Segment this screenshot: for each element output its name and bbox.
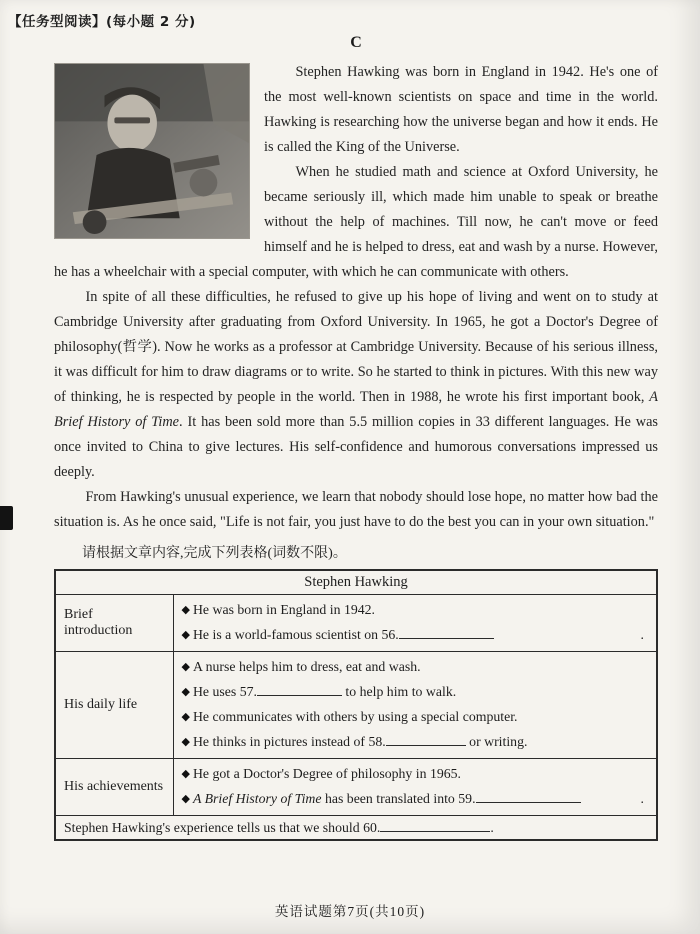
diamond-bullet-icon: ◆ (181, 768, 190, 780)
paragraph-3-text: In spite of all these difficulties, he refused to give up his hope of living and went on to study at Cambridge University after graduating from Oxford University. In 1965, he got a Doctor's Degree of philosophy(哲学). Now he works as a professor at Cambridge University. Because of his serious illness, it was difficult for him to draw diagrams or to write. So he started to think in pictures. With this new way of thinking, he is respected by people in the world. Then in 1988, he wrote his first important book, (54, 289, 658, 405)
item-text-end: or writing. (465, 734, 528, 749)
answer-blank-58 (386, 733, 466, 746)
row-label: His achievements (55, 759, 173, 816)
footer-text: Stephen Hawking's experience tells us that we should (64, 820, 364, 835)
item-text: He communicates with others by using a special computer. (192, 709, 518, 724)
row-label: His daily life (55, 652, 173, 759)
diamond-bullet-icon: ◆ (181, 793, 190, 805)
item-text: He thinks in pictures instead of (192, 734, 369, 749)
hawking-photo-illustration (55, 64, 249, 238)
table-item (182, 705, 649, 730)
diamond-bullet-icon: ◆ (181, 661, 190, 673)
item-text-end: . (640, 791, 644, 806)
row-label: Brief introduction (55, 595, 173, 652)
item-text: He uses (192, 684, 240, 699)
task-table (54, 569, 658, 841)
footer-text-end: . (490, 820, 494, 835)
blank-number-57: 57. (239, 684, 257, 699)
row-content (173, 759, 657, 816)
blank-number-60: 60. (363, 820, 381, 835)
blank-number-56: 56. (381, 627, 399, 642)
passage-label: C (350, 34, 362, 51)
table-footer-cell (55, 816, 657, 841)
blank-number-59: 59. (458, 791, 476, 806)
table-title-row (55, 570, 657, 595)
paragraph-2: When he studied math and science at Oxford University, he became seriously ill, which made him unable to speak or breathe without the help of machines. Till now, he can't move or feed himself and he is helped to dress, eat and wash by a nurse. However, he has a wheelchair with a special computer, with which he can communicate with others. (54, 164, 658, 280)
book-title-italic: A Brief History of Time (192, 791, 322, 806)
item-text-end: . (640, 627, 644, 642)
answer-blank-59 (476, 790, 581, 803)
row-content (173, 652, 657, 759)
paragraph-1: Stephen Hawking was born in England in 1942. He's one of the most well-known scientists on space and time in the world. Hawking is researching how the universe began and how it ends. He is called the King of the Universe. (264, 64, 658, 155)
hawking-photo (54, 63, 250, 239)
table-item (182, 787, 649, 812)
table-item (182, 623, 649, 648)
table-row-brief-introduction (55, 595, 657, 652)
table-item (182, 598, 649, 623)
item-text: He was born in England in 1942. (192, 602, 375, 617)
diamond-bullet-icon: ◆ (181, 629, 190, 641)
diamond-bullet-icon: ◆ (181, 686, 190, 698)
table-item (182, 762, 649, 787)
table-item (182, 680, 649, 705)
task-instruction: 请根据文章内容,完成下列表格(词数不限)。 (82, 546, 347, 561)
diamond-bullet-icon: ◆ (181, 711, 190, 723)
blank-number-58: 58. (368, 734, 386, 749)
paragraph-3 (54, 285, 658, 485)
item-text-end: to help him to walk. (341, 684, 457, 699)
table-row-daily-life (55, 652, 657, 759)
item-text: He got a Doctor's Degree of philosophy in 1965. (192, 766, 461, 781)
table-row-achievements (55, 759, 657, 816)
page-footer: 英语试题第7页(共10页) (274, 904, 426, 919)
table-item (182, 655, 649, 680)
reading-passage (54, 60, 658, 535)
paragraph-3-text-end: . It has been sold more than 5.5 million copies in 33 different languages. He was once invited to China to give lectures. His self-confidence and humorous conversations impressed us deeply. (54, 414, 658, 480)
answer-blank-56 (399, 626, 494, 639)
table-item (182, 730, 649, 755)
row-content (173, 595, 657, 652)
diamond-bullet-icon: ◆ (181, 604, 190, 616)
table-footer-row (55, 816, 657, 841)
table-title: Stephen Hawking (55, 570, 657, 595)
paragraph-4: From Hawking's unusual experience, we learn that nobody should lose hope, no matter how bad the situation is. As he once said, "Life is not fair, you just have to do the best you can in your own situation." (54, 489, 658, 530)
book-title-italic: A Brief History of Time (54, 389, 658, 430)
scan-artifact (0, 506, 13, 530)
answer-blank-57 (257, 683, 342, 696)
answer-blank-60 (380, 819, 490, 832)
item-text: A nurse helps him to dress, eat and wash. (192, 659, 421, 674)
section-header: 【任务型阅读】(每小题 2 分) (8, 14, 196, 30)
diamond-bullet-icon: ◆ (181, 736, 190, 748)
item-text: He is a world-famous scientist on (192, 627, 382, 642)
item-text: has been translated into (321, 791, 459, 806)
